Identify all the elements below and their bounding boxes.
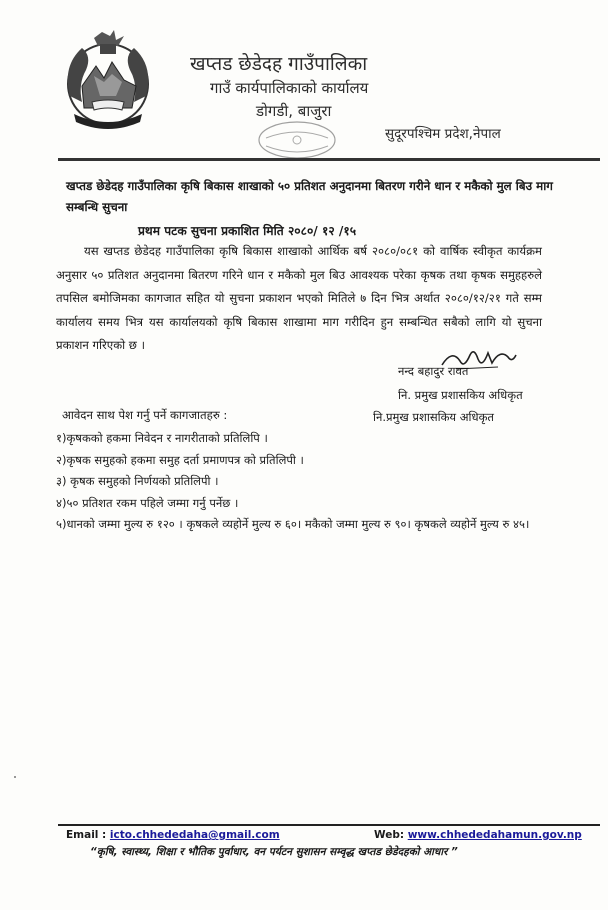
- footer-divider: [58, 824, 600, 826]
- office-location: डोगडी, बाजुरा: [256, 102, 332, 120]
- office-stamp-icon: [252, 118, 342, 162]
- list-item: ४)५० प्रतिशत रकम पहिले जम्मा गर्नु पर्नेछ ।: [56, 495, 239, 510]
- header-divider: [58, 158, 600, 161]
- footer-email: [66, 829, 280, 841]
- list-item: २)कृषक समुहको हकमा समुह दर्ता प्रमाणपत्र को प्रतिलिपी ।: [56, 452, 304, 467]
- website-link[interactable]: www.chhededahamun.gov.np: [407, 829, 582, 841]
- publication-date: प्रथम पटक सुचना प्रकाशित मिति २०८०/ १२ /१५: [138, 224, 357, 238]
- nepal-emblem-icon: [52, 26, 164, 138]
- email-label: Email :: [66, 829, 110, 841]
- web-label: Web:: [374, 829, 408, 841]
- scan-speck: [14, 776, 16, 778]
- signatory-designation: नि. प्रमुख प्रशासकिय अधिकृत: [398, 388, 523, 402]
- required-documents-title: आवेदन साथ पेश गर्नु पर्ने कागजातहरु :: [62, 408, 228, 422]
- required-documents-list: [56, 428, 556, 536]
- notice-subject: खप्तड छेडेदह गाउँपालिका कृषि बिकास शाखाको ५० प्रतिशत अनुदानमा बितरण गरीने धान र मकैको मुल बिउ माग सम्बन्धि सुचना: [66, 179, 553, 214]
- footer-motto: “कृषि, स्वास्थ्य, शिक्षा र भौतिक पुर्वाधार, वन पर्यटन सुशासन सम्वृद्ध खप्तड छेडेदहको आधार ”: [90, 846, 458, 858]
- office-name: गाउँ कार्यपालिकाको कार्यालय: [210, 79, 369, 97]
- signatory-designation-alt: नि.प्रमुख प्रशासकिय अधिकृत: [373, 410, 494, 424]
- province-name: सुदूरपश्चिम प्रदेश,नेपाल: [385, 126, 501, 142]
- signatory-name: नन्द बहादुर रावत: [398, 364, 469, 378]
- footer-website: [374, 829, 582, 841]
- list-item: १)कृषकको हकमा निवेदन र नागरीताको प्रतिलिपि ।: [56, 431, 268, 445]
- list-item: ५)धानको जम्मा मुल्य रु १२० । कृषकले व्यहोर्ने मुल्य रु ६०। मकैको जम्मा मुल्य रु ९०। कृषकले व्यहोर्ने मुल्य रु ४५।: [56, 517, 530, 531]
- notice-body: यस खप्तड छेडेदह गाउँपालिका कृषि बिकास शाखाको आर्थिक बर्ष २०८०/०८१ को वार्षिक स्वीकृत कार्यक्रम अनुसार ५० प्रतिशत अनुदानमा बितरण गरिने धान र मकैको मुल बिउ आवश्यक परेका कृषक तथा कृषक समुहहरुले तपसिल बमोजिमका कागजात सहित यो सुचना प्रकाशन भएको मितिले ७ दिन भित्र अर्थात २०८०/१२/२१ गते सम्म कार्यालय समय भित्र यस कार्यालयको कृषि बिकास शाखामा माग गरीदिन हुन सम्बन्धित सबैको लागि यो सुचना प्रकाशन गरिएको छ ।: [56, 244, 542, 352]
- organization-name: खप्तड छेडेदह गाउँपालिका: [190, 53, 368, 75]
- email-link[interactable]: icto.chhededaha@gmail.com: [109, 829, 280, 841]
- list-item: ३) कृषक समुहको निर्णयको प्रतिलिपी ।: [56, 474, 219, 488]
